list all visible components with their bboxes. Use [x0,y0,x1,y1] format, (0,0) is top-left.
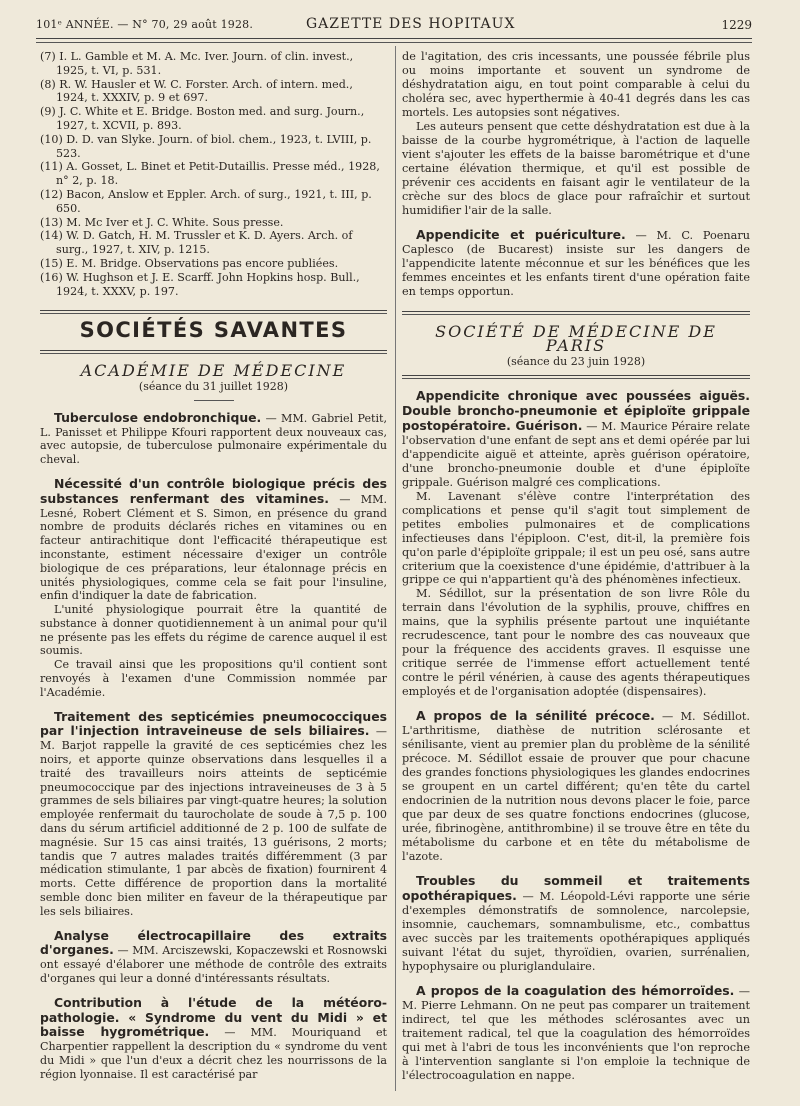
academie-subtitle: (séance du 31 juillet 1928) [138,379,289,393]
article-text: Ce travail ainsi que les propositions qu'il contient sont renvoyés à l'examen d'une Commission nommée par l'Académie. [40,658,387,699]
article-text: — M. Léopold-Lévi rapporte une série d'exemples démonstratifs de somnolence, narcolepsie, insomnie, cauchemars, somnambulisme, etc., combattus avec succès par les traitements opothérapiques appliqués suivant l'état du sujet, thyroïdien, ovarien, surrénalien, hypophysaire ou pluriglandulaire. [402,890,750,974]
article-text: — M. Barjot rappelle la gravité de ces septicémies chez les noirs, et apporte quinze observations dans lesquelles il a traité des travailleurs noirs atteints de septicémie pneumococcique par des injections intraveineuses de 3 à 5 grammes de sels biliaires par vingt-quatre heures; la solution employée renfermait du taurocholate de soude à 7,5 p. 100 dans du sérum artificiel additionné de 2 p. 100 de sulfate de magnésie. Sur 15 cas ainsi traités, 13 guérisons, 2 morts; tandis que 7 autres malades traités différemment (3 par médication stimulante, 1 par abcès de fixation) fournirent 4 morts. Cette différence de proportion dans la mortalité semble donc bien militer en faveur de la thérapeutique par les sels biliaires. [40,725,387,918]
article-text: — MM. Arciszewski, Kopaczewski et Rosnowski ont essayé d'élaborer une méthode de contrôle des extraits d'organes qui leur a donné d'intéressants résultats. [40,944,387,986]
article-text: Les auteurs pensent que cette déshydratation est due à la baisse de la courbe hygrométrique, à l'action de laquelle vient s'ajouter les effets de la baisse barométrique et d'une certaine élévation thermique, et qu'il est possible de prévenir ces accidents en faisant agir le ventilateur de la crèche sur des blocs de glace pour rafraîchir et surtout humidifier l'air de la salle. [402,119,750,217]
reference-item: (11) A. Gosset, L. Binet et Petit-Dutaillis. Presse méd., 1928, n° 2, p. 18. [40,160,380,188]
article-text: — M. Sédillot. L'arthritisme, diathèse de nutrition sclérosante et sénilisante, vient au premier plan du problème de la sénilité précoce. M. Sédillot essaie de prouver que pour chacune des grandes fonctions physiologiques les glandes endocrines se groupent en un cartel différent; qu'en tête du cartel endocrinien de la nutrition nous devons placer le foie, parce que par deux de ses quatre fonctions endocrines (glucose, urée, fibrinogène, antithrombine) il se trouve être en tête du métabolisme du carbone et en tête du métabolisme de l'azote. [402,710,751,864]
article-paragraph [40,603,387,658]
article-heading: A propos de la coagulation des hémorroïdes. [416,983,735,999]
issue-info: 101ᵉ ANNÉE. — N° 70, 29 août 1928. [36,18,254,31]
article-text: de l'agitation, des cris incessants, une poussée fébrile plus ou moins importante et souvent un syndrome de déshydratation aigu, en tout point comparable à celui du choléra sec, avec hyperthermie à 40-41 degrés dans les cas mortels. Les autopsies sont négatives. [402,50,750,119]
article-heading: Contribution à l'étude de la météoro-pathologie. « Syndrome du vent du Midi » et baisse hygrométrique. [40,994,387,1040]
reference-item: (7) I. L. Gamble et M. A. Mc. Iver. Journ. of clin. invest., 1925, t. VI, p. 531. [40,50,354,77]
article-text: M. Sédillot, sur la présentation de son livre Rôle du terrain dans l'évolution de la syphilis, prouve, chiffres en mains, que la syphilis présente partout une inquiétante recrudescence, tant pour le nombre des cas nouveaux que pour la fréquence des accidents graves. Il esquisse une critique serrée de l'immense effort actuellement tenté contre le péril vénérien, à cause des agents thérapeutiques employés et de l'organisation adoptée (dispensaires). [402,587,750,699]
reference-item: (8) R. W. Hausler et W. C. Forster. Arch. of intern. med., 1924, t. XXXIV, p. 9 et 697. [40,77,353,105]
article [402,389,750,490]
article-paragraph [402,120,750,218]
article-continuation [402,50,750,120]
article [402,984,750,1083]
reference-item: (10) D. D. van Slyke. Journ. of biol. chem., 1923, t. LVIII, p. 523. [40,132,372,160]
article-heading: Nécessité d'un contrôle biologique précis des substances renfermant des vitamines. [40,475,387,506]
article-text: — MM. Mouriquand et Charpentier rappellent la description du « syndrome du vent du Midi » que l'un d'eux a décrit chez les nourrissons de la région lyonnaise. Il est caractérisé par [40,1026,387,1081]
left-column [40,50,387,1082]
article [40,996,387,1082]
article [40,710,387,919]
reference-item: (12) Bacon, Anslow et Eppler. Arch. of surg., 1921, t. III, p. 650. [40,187,372,215]
article-text: — M. C. Poenaru Caplesco (de Bucarest) insiste sur les dangers de l'appendicite latente méconnue et sur les bénéfices que les femmes enceintes et les enfants tirent d'une opération faite en temps opportun. [402,228,750,298]
header-rule [36,38,752,39]
page-number: 1229 [721,18,752,32]
article-paragraph [402,490,750,588]
societes-savantes-title: SOCIÉTÉS SAVANTES [79,318,348,343]
article-text: — M. Pierre Lehmann. On ne peut pas comparer un traitement indirect, tel que les méthodes sclérosantes avec un traitement radical, tel que la coagulation des hémorroïdes qui met à l'abri de tous les inconvénients que l'on reproche à l'intervention sanglante si l'on emploie la technique de l'électrocoagulation en nappe. [402,985,750,1082]
article-heading: Appendicite chronique avec poussées aiguës. Double broncho-pneumonie et épiploïte grippale postopératoire. Guérison. [402,387,750,433]
article-paragraph [40,658,387,699]
section-rule [402,311,750,315]
page-header [36,14,752,36]
article-text: L'unité physiologique pourrait être la quantité de substance à donner quotidiennement à un animal pour qu'il ne présente pas les effets du régime de carence auquel il est soumis. [40,603,387,658]
article [40,929,387,986]
article-text: M. Lavenant s'élève contre l'interprétation des complications et pense qu'il s'agit tout simplement de petites embolies pulmonaires et de complications infectieuses dans l'épiploon. C'est, dit-il, la première fois qu'on parle d'épiploïte grippale; il est un peu osé, sans autre criterium que la coexistence d'une épidémie, d'attribuer à la grippe ce qui n'appartient qu'à des phénomènes infectieux. [402,489,750,587]
article [402,709,750,864]
reference-item: (13) M. Mc Iver et J. C. White. Sous presse. [40,215,284,229]
column-separator [395,46,396,1091]
reference-item: (15) E. M. Bridge. Observations pas encore publiées. [40,256,339,270]
academie-title: ACADÉMIE DE MÉDECINE [80,361,347,381]
header-rule-thin [36,42,752,43]
article-text: — MM. Gabriel Petit, L. Panisset et Philippe Kfouri rapportent deux nouveaux cas, avec autopsie, de tuberculose pulmonaire expérimentale du cheval. [40,411,387,467]
article-text: — MM. Lesné, Robert Clément et S. Simon, en présence du grand nombre de produits déclarés riches en vitamines ou en facteur antirachitique dont l'efficacité thérapeutique est inconstante, estiment nécessaire d'exiger un contrôle biologique de ces préparations, leur étalonnage précis en unités physiologiques, comme cela se fait pour l'insuline, enfin d'indiquer la date de fabrication. [40,492,387,603]
right-column [402,50,750,1083]
reference-item: (9) J. C. White et E. Bridge. Boston med. and surg. Journ., 1927, t. XCVII, p. 893. [40,105,365,132]
reference-item: (14) W. D. Gatch, H. M. Trussler et K. D. Ayers. Arch. of surg., 1927, t. XIV, p. 1215. [40,229,353,257]
section-rule [402,375,750,379]
references-list [40,50,387,298]
article-heading: Analyse électrocapillaire des extraits d'organes. [40,927,387,958]
article-heading: Traitement des septicémies pneumococciques par l'injection intraveineuse de sels biliaires. [40,708,387,739]
section-rule [40,310,387,314]
article-paragraph [402,587,750,699]
article-heading: Appendicite et puériculture. [416,226,626,242]
article [40,411,387,467]
short-rule [194,400,234,401]
article-heading: Troubles du sommeil et traitements opothérapiques. [402,873,750,904]
article [402,228,750,299]
societe-paris-title: SOCIÉTÉ DE MÉDECINE DE PARIS [435,321,717,355]
article-heading: Tuberculose endobronchique. [54,409,262,425]
societe-paris-subtitle: (séance du 23 juin 1928) [506,354,646,368]
reference-item: (16) W. Hughson et J. E. Scarff. John Hopkins hosp. Bull., 1924, t. XXXV, p. 197. [40,270,360,298]
journal-title: GAZETTE DES HOPITAUX [306,16,516,32]
article [40,477,387,603]
article-text: — M. Maurice Péraire relate l'observation d'une enfant de sept ans et demi opérée par lui d'appendicite aiguë et atteinte, après guérison opératoire, d'une broncho-pneumonie double et d'une épiploïte grippale. Guérison malgré ces complications. [402,419,751,489]
article-heading: A propos de la sénilité précoce. [416,708,655,724]
section-rule [40,350,387,354]
article [402,874,750,974]
